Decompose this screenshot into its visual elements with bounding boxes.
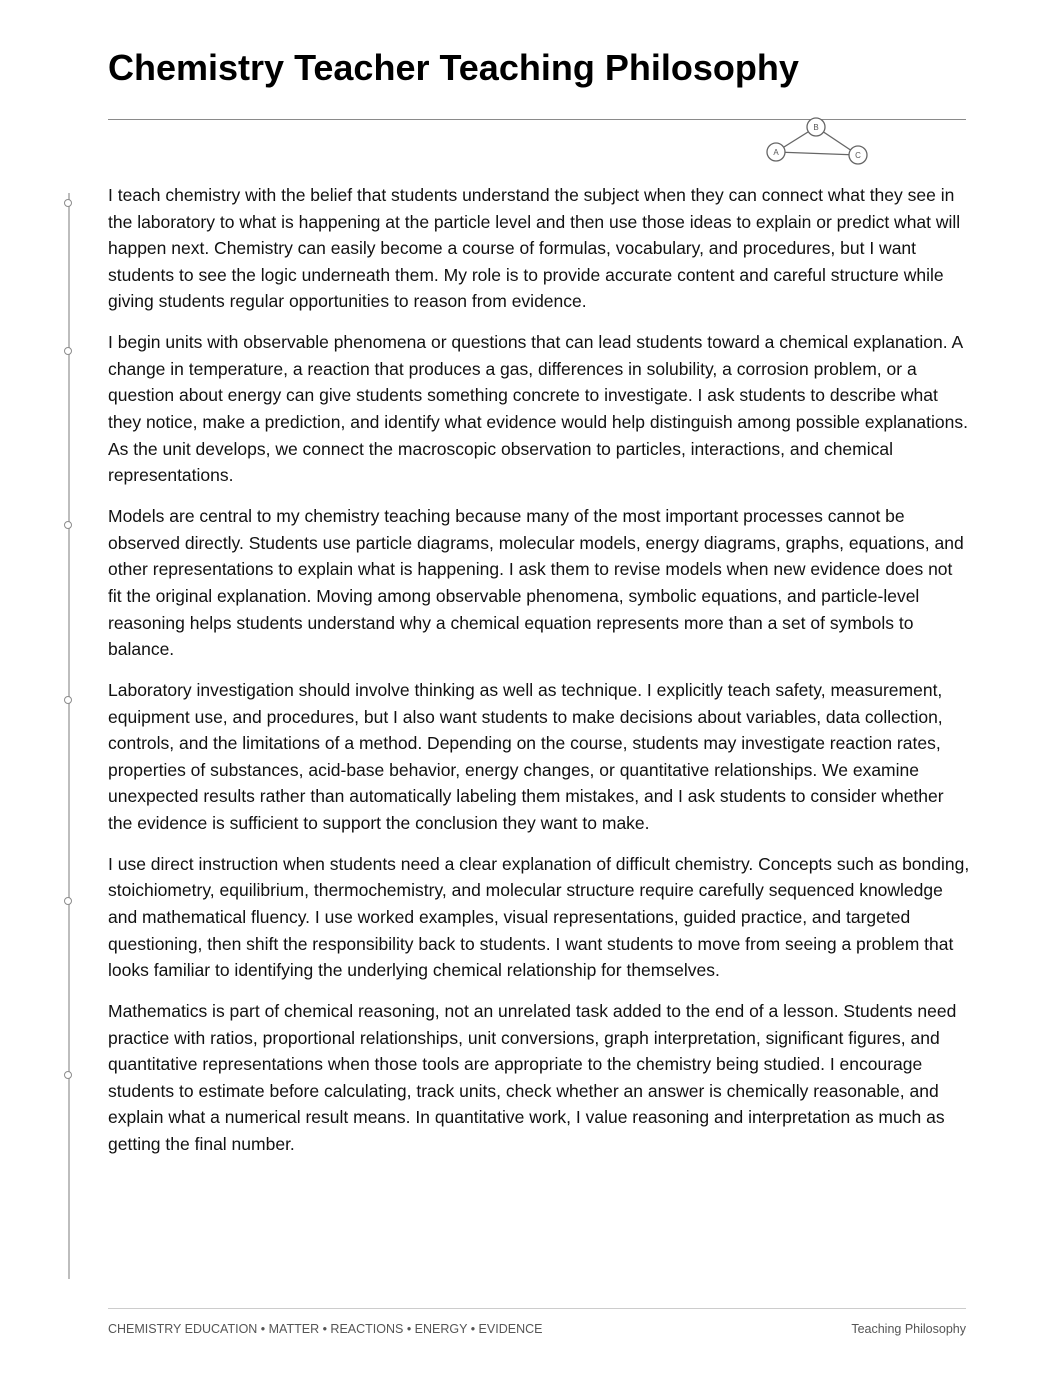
atom-c-label: C: [855, 151, 861, 160]
paragraph: I use direct instruction when students need a clear explanation of difficult chemistry. Concepts such as bonding, stoichiometry, equilibrium, thermochemistry, and molecular structure require carefully sequenced knowledge and mathematical fluency. I use worked examples, visual representations, guided practice, and targeted questioning, then shift the responsibility back to students. I want students to move from seeing a problem that looks familiar to identifying the underlying chemical relationship for themselves.: [108, 853, 970, 981]
timeline-node: [64, 521, 72, 529]
timeline-node: [64, 696, 72, 704]
timeline-line: [68, 193, 70, 1279]
paragraph: I begin units with observable phenomena or questions that can lead students toward a chemical explanation. A change in temperature, a reaction that produces a gas, differences in solubility, a corrosion problem, or a question about energy can give students something concrete to investigate. I ask students to describe what they notice, make a prediction, and identify what evidence would help distinguish among possible explanations. As the unit develops, we connect the macroscopic observation to particles, interactions, and chemical representations.: [108, 332, 968, 486]
footer-topics: CHEMISTRY EDUCATION • MATTER • REACTIONS • ENERGY • EVIDENCE: [108, 1322, 543, 1336]
timeline-node: [64, 199, 72, 207]
timeline-node: [64, 897, 72, 905]
bond-a-c: [776, 152, 858, 155]
timeline-node: [64, 347, 72, 355]
footer-doc-label: Teaching Philosophy: [851, 1322, 966, 1336]
atom-b-label: B: [813, 123, 819, 132]
body-text: [108, 182, 970, 1172]
timeline-node: [64, 1071, 72, 1079]
paragraph: Models are central to my chemistry teaching because many of the most important processes cannot be observed directly. Students use particle diagrams, molecular models, energy diagrams, graphs, equations, and other representations to explain what is happening. I ask them to revise models when new evidence does not fit the original explanation. Moving among observable phenomena, symbolic equations, and particle-level reasoning helps students understand why a chemical equation represents more than a set of symbols to balance.: [108, 506, 964, 660]
paragraph: Mathematics is part of chemical reasoning, not an unrelated task added to the end of a lesson. Students need practice with ratios, proportional relationships, unit conversions, graph interpretation, significant figures, and quantitative representations when those tools are appropriate to the chemistry being studied. I encourage students to estimate before calculating, track units, check whether an answer is chemically reasonable, and explain what a numerical result means. In quantitative work, I value reasoning and interpretation as much as getting the final number.: [108, 1001, 957, 1155]
paragraph: Laboratory investigation should involve thinking as well as technique. I explicitly teach safety, measurement, equipment use, and procedures, but I also want students to make decisions about variables, data collection, controls, and the limitations of a method. Depending on the course, students may investigate reaction rates, properties of substances, acid-base behavior, energy changes, or quantitative relationships. We examine unexpected results rather than automatically labeling them mistakes, and I ask students to consider whether the evidence is sufficient to support the conclusion they want to make.: [108, 679, 944, 833]
atom-a-label: A: [773, 148, 779, 157]
page-title: Chemistry Teacher Teaching Philosophy: [108, 47, 799, 88]
paragraph: I teach chemistry with the belief that students understand the subject when they can connect what they see in the laboratory to what is happening at the particle level and then use those ideas to explain or predict what will happen next. Chemistry can easily become a course of formulas, vocabulary, and procedures, but I want students to see the logic underneath them. My role is to provide accurate content and careful structure while giving students regular opportunities to reason from evidence.: [108, 185, 961, 312]
molecule-diagram-icon: [760, 112, 880, 172]
footer-divider: [108, 1308, 966, 1309]
